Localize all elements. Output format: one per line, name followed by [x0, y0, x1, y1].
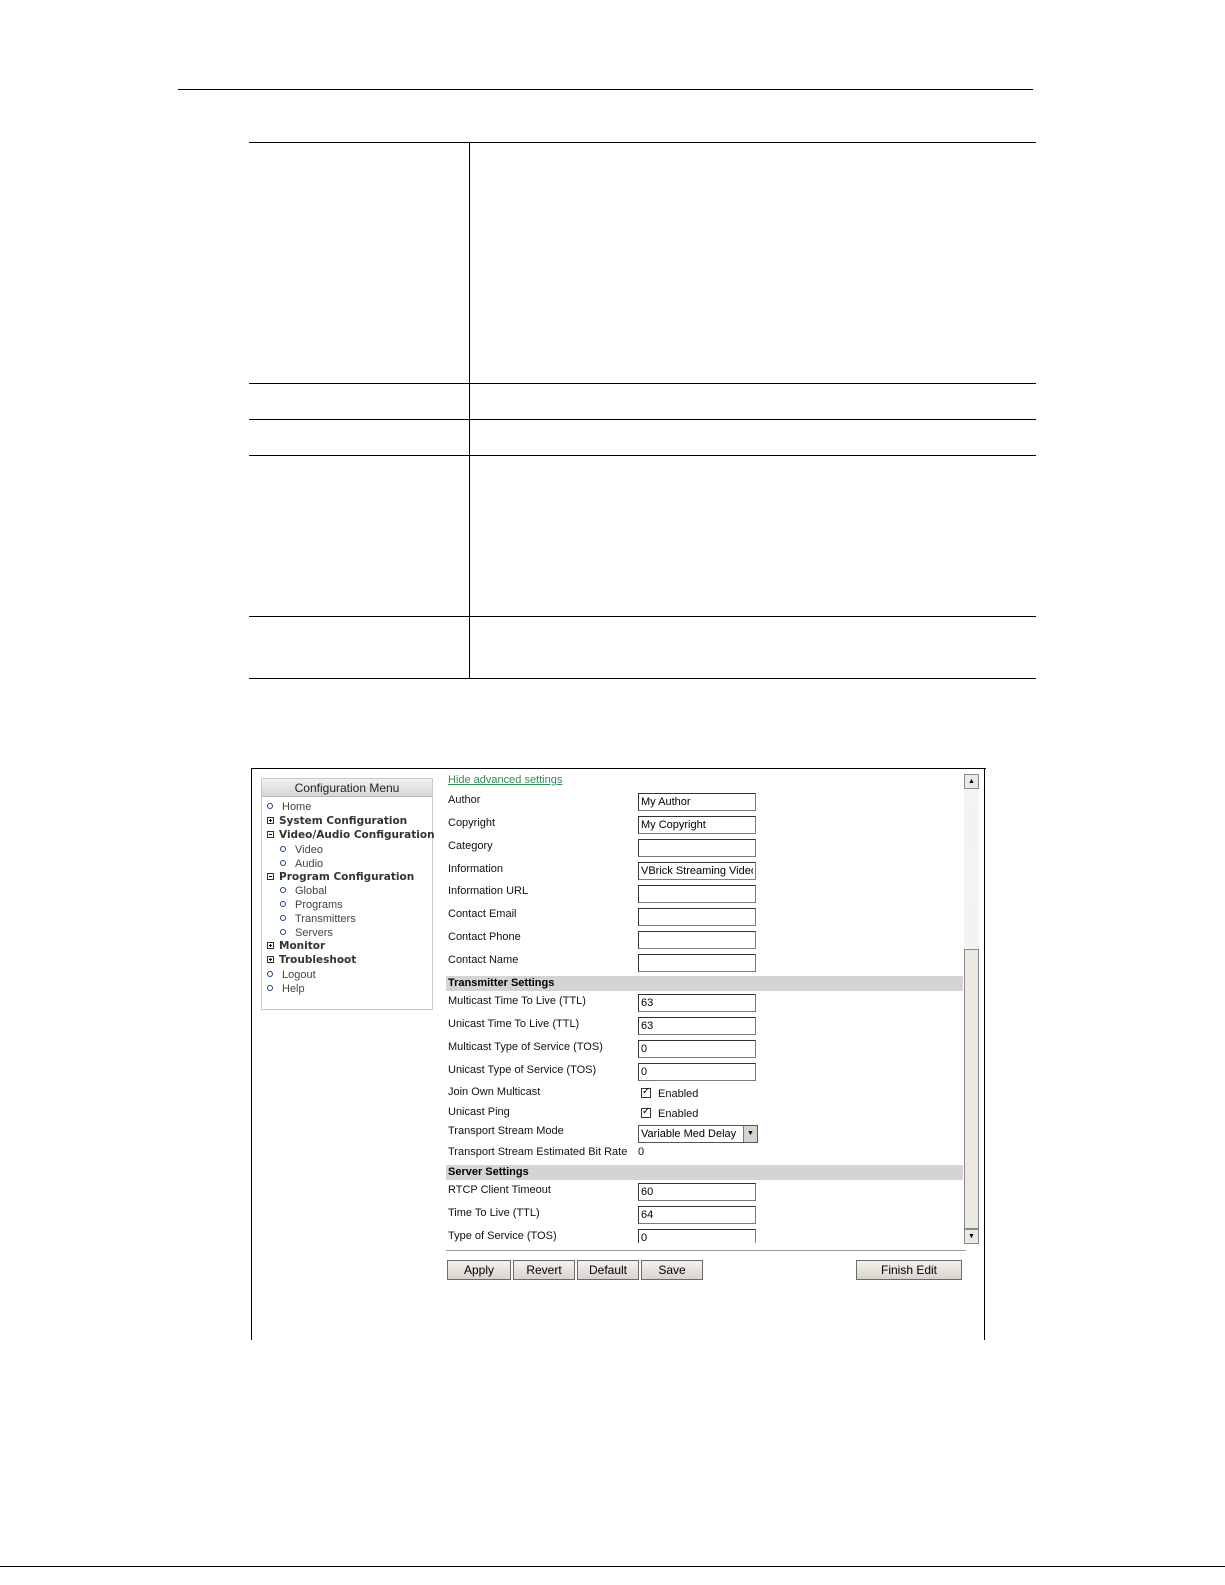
- menu-item-video[interactable]: [280, 844, 323, 857]
- scrollbar-thumb[interactable]: [964, 949, 979, 1229]
- expand-icon: [267, 942, 274, 949]
- server-tos-input[interactable]: [638, 1229, 756, 1243]
- ts-bitrate-value: 0: [638, 1146, 645, 1158]
- form-bottom-rule: [446, 1250, 966, 1251]
- menu-item-program-configuration[interactable]: [267, 871, 414, 884]
- menu-item-label: Audio: [295, 858, 324, 870]
- ts-mode-select[interactable]: [638, 1125, 758, 1143]
- configuration-screenshot: [251, 768, 986, 1340]
- chevron-down-icon[interactable]: ▼: [743, 1126, 757, 1142]
- collapse-icon: [267, 873, 274, 880]
- unicast-ping-label: Unicast Ping: [448, 1106, 510, 1118]
- configuration-menu: [261, 778, 433, 1010]
- bullet-icon: [280, 915, 286, 921]
- information-label: Information: [448, 863, 504, 875]
- server-ttl-input[interactable]: [638, 1206, 756, 1224]
- menu-item-label: Home: [282, 801, 312, 813]
- page-header-rule: [178, 89, 1033, 90]
- server-tos-clip: [638, 1229, 758, 1243]
- rtcp-timeout-input[interactable]: [638, 1183, 756, 1201]
- revert-button[interactable]: Revert: [513, 1260, 575, 1280]
- menu-item-label: Servers: [295, 927, 333, 939]
- contact-phone-label: Contact Phone: [448, 931, 521, 943]
- menu-item-label: Troubleshoot: [279, 954, 357, 966]
- contact-email-input[interactable]: [638, 908, 756, 926]
- ts-mode-label: Transport Stream Mode: [448, 1125, 564, 1137]
- default-button[interactable]: Default: [577, 1260, 639, 1280]
- join-own-multicast-label: Join Own Multicast: [448, 1086, 541, 1098]
- unicast-ping-checkbox[interactable]: [641, 1108, 651, 1118]
- expand-icon: [267, 956, 274, 963]
- unicast-tos-input[interactable]: [638, 1063, 756, 1081]
- server-tos-label: Type of Service (TOS): [448, 1230, 557, 1242]
- collapse-icon: [267, 831, 274, 838]
- bullet-icon: [267, 803, 273, 809]
- menu-item-label: Video: [295, 844, 323, 856]
- screenshot-border-top: [251, 768, 986, 769]
- transmitter-settings-header: Transmitter Settings: [446, 976, 963, 991]
- bullet-icon: [280, 901, 286, 907]
- copyright-input[interactable]: [638, 816, 756, 834]
- bullet-icon: [267, 985, 273, 991]
- table-row-rule: [249, 419, 1036, 420]
- screenshot-border-right: [984, 768, 985, 1340]
- server-settings-header: Server Settings: [446, 1165, 963, 1180]
- menu-item-label: Help: [282, 983, 305, 995]
- menu-item-programs[interactable]: [280, 899, 343, 912]
- menu-item-global[interactable]: [280, 885, 327, 898]
- apply-button[interactable]: Apply: [447, 1260, 511, 1280]
- menu-item-transmitters[interactable]: [280, 913, 356, 926]
- server-ttl-label: Time To Live (TTL): [448, 1207, 540, 1219]
- contact-email-label: Contact Email: [448, 908, 517, 920]
- multicast-tos-label: Multicast Type of Service (TOS): [448, 1041, 603, 1053]
- contact-name-label: Contact Name: [448, 954, 519, 966]
- table-row-rule: [249, 616, 1036, 617]
- menu-item-label: Video/Audio Configuration: [279, 829, 435, 841]
- table-row-rule: [249, 455, 1036, 456]
- category-label: Category: [448, 840, 493, 852]
- menu-title: Configuration Menu: [262, 779, 432, 797]
- bullet-icon: [280, 929, 286, 935]
- join-own-multicast-option: Enabled: [658, 1088, 699, 1100]
- table-column-divider: [469, 142, 470, 679]
- author-label: Author: [448, 794, 481, 806]
- expand-icon: [267, 817, 274, 824]
- bullet-icon: [280, 887, 286, 893]
- ts-bitrate-label: Transport Stream Estimated Bit Rate: [448, 1146, 628, 1158]
- multicast-ttl-input[interactable]: [638, 994, 756, 1012]
- unicast-ping-option: Enabled: [658, 1108, 699, 1120]
- menu-item-label: Programs: [295, 899, 343, 911]
- join-own-multicast-checkbox[interactable]: [641, 1088, 651, 1098]
- multicast-ttl-label: Multicast Time To Live (TTL): [448, 995, 586, 1007]
- information-input[interactable]: [638, 862, 756, 880]
- ts-mode-value: Variable Med Delay: [641, 1128, 737, 1140]
- copyright-label: Copyright: [448, 817, 496, 829]
- save-button[interactable]: Save: [641, 1260, 703, 1280]
- menu-item-label: Logout: [282, 969, 316, 981]
- menu-item-logout[interactable]: [267, 969, 316, 982]
- menu-item-label: Monitor: [279, 940, 326, 952]
- menu-item-system-configuration[interactable]: [267, 815, 407, 828]
- table-top-rule: [249, 142, 1036, 143]
- scroll-up-arrow-icon[interactable]: ▲: [964, 774, 979, 789]
- menu-item-label: Program Configuration: [279, 871, 415, 883]
- menu-item-servers[interactable]: [280, 927, 333, 940]
- author-input[interactable]: [638, 793, 756, 811]
- menu-item-troubleshoot[interactable]: [267, 954, 356, 967]
- contact-phone-input[interactable]: [638, 931, 756, 949]
- information-url-input[interactable]: [638, 885, 756, 903]
- information-url-label: Information URL: [448, 885, 529, 897]
- table-bottom-rule: [249, 678, 1036, 679]
- rtcp-timeout-label: RTCP Client Timeout: [448, 1184, 551, 1196]
- scroll-down-arrow-icon[interactable]: ▼: [964, 1229, 979, 1244]
- bullet-icon: [267, 971, 273, 977]
- menu-item-label: Transmitters: [295, 913, 356, 925]
- hide-advanced-settings-link[interactable]: Hide advanced settings: [448, 774, 563, 786]
- menu-item-label: Global: [295, 885, 327, 897]
- form-scrollbar[interactable]: [964, 774, 979, 1244]
- menu-item-monitor[interactable]: [267, 940, 325, 953]
- finish-edit-button[interactable]: Finish Edit: [856, 1260, 962, 1280]
- menu-item-home[interactable]: [267, 801, 311, 814]
- menu-item-label: System Configuration: [279, 815, 408, 827]
- menu-item-audio[interactable]: [280, 858, 323, 871]
- menu-item-video-audio-configuration[interactable]: [267, 829, 435, 842]
- unicast-ttl-input[interactable]: [638, 1017, 756, 1035]
- page-footer-rule: [0, 1566, 1225, 1567]
- unicast-ttl-label: Unicast Time To Live (TTL): [448, 1018, 580, 1030]
- bullet-icon: [280, 860, 286, 866]
- unicast-tos-label: Unicast Type of Service (TOS): [448, 1064, 597, 1076]
- category-input[interactable]: [638, 839, 756, 857]
- multicast-tos-input[interactable]: [638, 1040, 756, 1058]
- contact-name-input[interactable]: [638, 954, 756, 972]
- menu-item-help[interactable]: [267, 983, 305, 996]
- screenshot-border-left: [251, 768, 252, 1340]
- table-row-rule: [249, 383, 1036, 384]
- bullet-icon: [280, 846, 286, 852]
